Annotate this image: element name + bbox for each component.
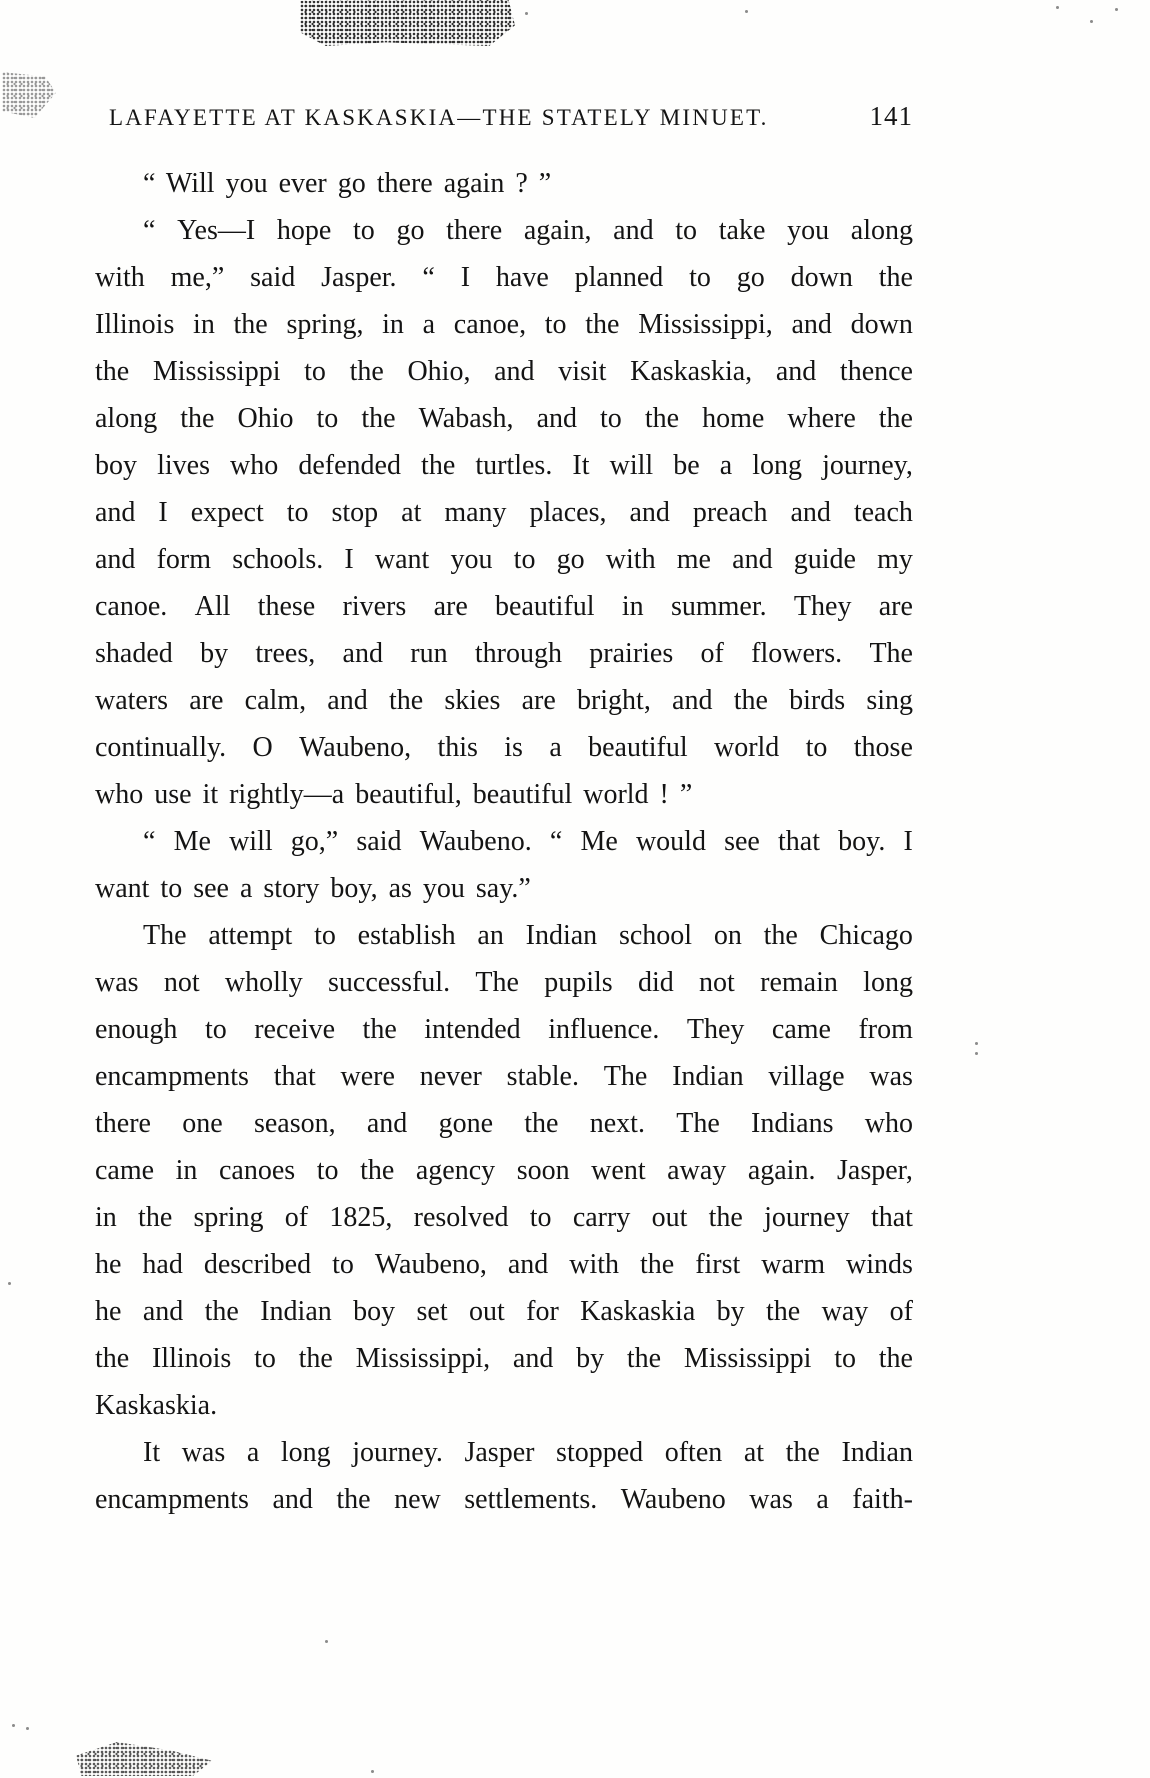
scan-artifact — [300, 0, 515, 46]
text-line: along the Ohio to the Wabash, and to the home where the — [95, 403, 913, 434]
text-line: “ Me will go,” said Waubeno. “ Me would see that boy. I — [143, 826, 913, 857]
text-line: “ Yes—I hope to go there again, and to take you along — [143, 215, 913, 246]
text-line: shaded by trees, and run through prairies of flowers. The — [95, 638, 913, 669]
text-line: canoe. All these rivers are beautiful in summer. They are — [95, 591, 913, 622]
scan-artifact — [1056, 6, 1059, 9]
scan-artifact — [1115, 8, 1118, 11]
scan-artifact — [525, 12, 528, 15]
text-line: he had described to Waubeno, and with the first warm winds — [95, 1249, 913, 1280]
text-line: was not wholly successful. The pupils did not remain long — [95, 967, 913, 998]
scan-artifact — [26, 1727, 29, 1730]
page-number: 141 — [869, 101, 913, 131]
text-line: the Mississippi to the Ohio, and visit Kaskaskia, and thence — [95, 356, 913, 387]
scan-artifact — [1090, 20, 1093, 23]
paragraph — [95, 1429, 913, 1523]
scan-artifact — [12, 1724, 15, 1727]
text-line: he and the Indian boy set out for Kaskaskia by the way of — [95, 1296, 913, 1327]
running-head-title: LAFAYETTE AT KASKASKIA—THE STATELY MINUET. — [109, 105, 769, 130]
scan-artifact — [975, 1052, 978, 1055]
text-line: came in canoes to the agency soon went away again. Jasper, — [95, 1155, 913, 1186]
scan-artifact — [325, 1640, 328, 1643]
text-line: It was a long journey. Jasper stopped often at the Indian — [143, 1437, 913, 1468]
text-line: want to see a story boy, as you say.” — [95, 873, 531, 904]
paragraph — [95, 207, 913, 818]
text-line: who use it rightly—a beautiful, beautiful world ! ” — [95, 779, 693, 810]
text-line: “ Will you ever go there again ? ” — [143, 168, 552, 199]
text-line: encampments that were never stable. The Indian village was — [95, 1061, 913, 1092]
scan-artifact — [76, 1742, 212, 1776]
text-line: Kaskaskia. — [95, 1390, 218, 1421]
running-head — [95, 101, 913, 132]
text-line: Illinois in the spring, in a canoe, to the Mississippi, and down — [95, 309, 913, 340]
text-line: The attempt to establish an Indian school on the Chicago — [143, 920, 913, 951]
text-line: in the spring of 1825, resolved to carry out the journey that — [95, 1202, 913, 1233]
scan-artifact — [2, 72, 56, 118]
scan-artifact — [371, 1770, 374, 1773]
scan-artifact — [8, 1282, 11, 1285]
text-line: with me,” said Jasper. “ I have planned to go down the — [95, 262, 913, 293]
text-line: waters are calm, and the skies are bright, and the birds sing — [95, 685, 913, 716]
page-body — [95, 160, 913, 1523]
text-line: and form schools. I want you to go with me and guide my — [95, 544, 913, 575]
text-line: continually. O Waubeno, this is a beautiful world to those — [95, 732, 913, 763]
text-line: there one season, and gone the next. The Indians who — [95, 1108, 913, 1139]
scan-artifact — [975, 1042, 978, 1045]
text-line: and I expect to stop at many places, and preach and teach — [95, 497, 913, 528]
text-line: enough to receive the intended influence. They came from — [95, 1014, 913, 1045]
paragraph — [95, 818, 913, 912]
scan-artifact — [745, 10, 748, 13]
text-line: encampments and the new settlements. Waubeno was a faith- — [95, 1484, 913, 1515]
text-line: the Illinois to the Mississippi, and by the Mississippi to the — [95, 1343, 913, 1374]
paragraph — [95, 160, 913, 207]
text-line: boy lives who defended the turtles. It will be a long journey, — [95, 450, 913, 481]
paragraph — [95, 912, 913, 1429]
